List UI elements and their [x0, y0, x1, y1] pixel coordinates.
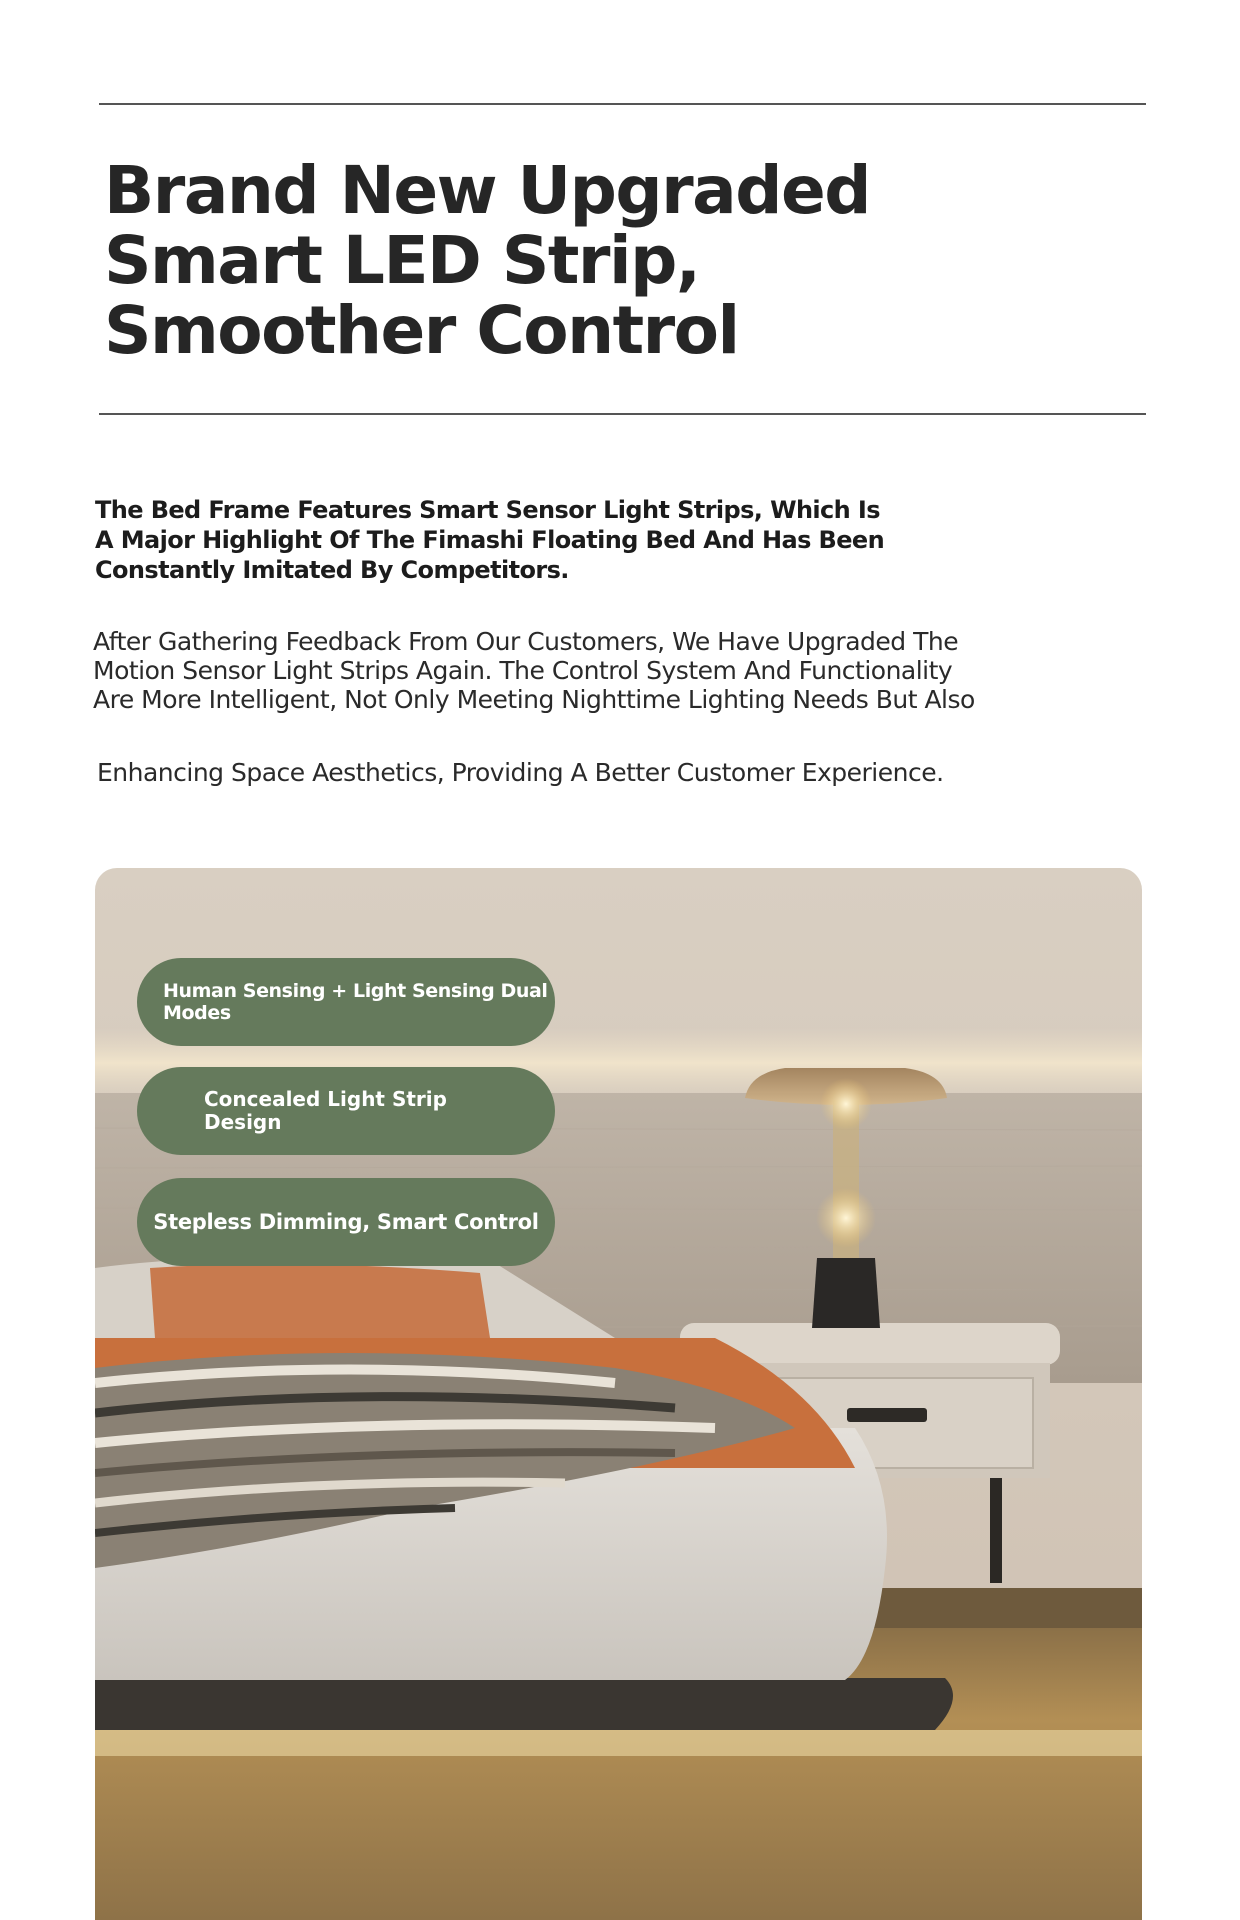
top-divider — [99, 103, 1146, 105]
body-paragraph: After Gathering Feedback From Our Customers, We Have Upgraded The Motion Sensor Light Strips Again. The Control System And Functionality Are More Intelligent, Not Only Meeting Nighttime Lighting Needs But Also — [93, 627, 975, 714]
feature-pill-concealed-strip — [137, 1067, 555, 1155]
feature-label-concealed-strip: Concealed Light Strip Design — [204, 1087, 447, 1134]
feature-pill-dual-sensing — [137, 958, 555, 1046]
lead-paragraph: The Bed Frame Features Smart Sensor Light Strips, Which Is A Major Highlight Of The Fimashi Floating Bed And Has Been Constantly Imitated By Competitors. — [95, 496, 885, 584]
page-headline: Brand New Upgraded Smart LED Strip, Smoother Control — [104, 152, 870, 369]
feature-label-dual-sensing: Human Sensing + Light Sensing Dual Modes — [163, 980, 548, 1024]
feature-label-stepless-dimming: Stepless Dimming, Smart Control — [153, 1210, 539, 1234]
bottom-divider — [99, 413, 1146, 415]
body-paragraph-continued: Enhancing Space Aesthetics, Providing A Better Customer Experience. — [97, 758, 944, 787]
feature-pill-stepless-dimming — [137, 1178, 555, 1266]
